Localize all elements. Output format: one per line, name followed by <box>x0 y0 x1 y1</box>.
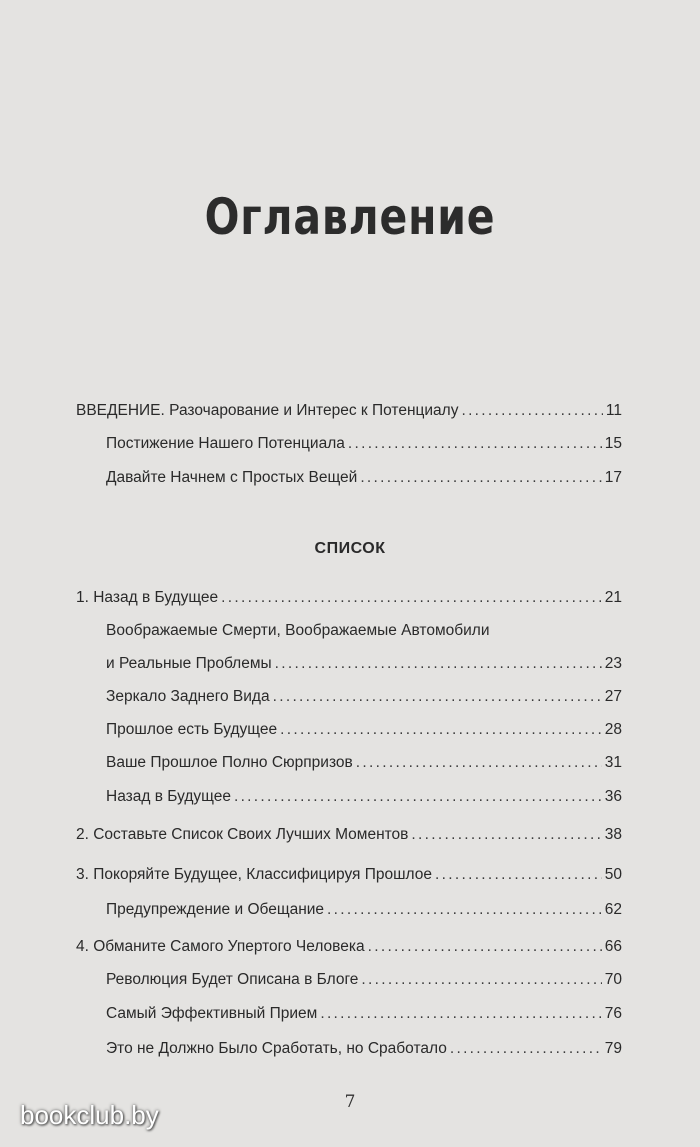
leader-dots <box>368 935 602 959</box>
toc-entry-page: 79 <box>604 1040 622 1057</box>
toc-entry-sub-line1[interactable] <box>106 619 622 643</box>
leader-dots <box>221 586 602 610</box>
toc-entry-chapter[interactable] <box>76 586 622 610</box>
toc-entry-sub[interactable] <box>106 898 622 922</box>
leader-dots <box>234 785 602 809</box>
leader-dots <box>435 863 602 887</box>
toc-entry-text: Зеркало Заднего Вида <box>106 688 270 705</box>
toc-entry-page: 70 <box>604 971 622 988</box>
leader-dots <box>280 718 602 742</box>
toc-entry-text: и Реальные Проблемы <box>106 655 272 672</box>
toc-entry-sub[interactable] <box>106 718 622 742</box>
leader-dots <box>273 685 602 709</box>
toc-entry-page: 23 <box>604 655 622 672</box>
toc-entry-intro-sub[interactable] <box>106 432 622 456</box>
toc-entry-page: 50 <box>604 866 622 883</box>
toc-entry-sub[interactable] <box>106 1002 622 1026</box>
toc-entry-sub[interactable] <box>106 751 622 775</box>
section-heading: СПИСОК <box>314 540 386 557</box>
leader-dots <box>461 399 602 423</box>
toc-entry-chapter[interactable] <box>76 935 622 959</box>
toc-entry-chapter[interactable] <box>76 863 622 887</box>
toc-entry-page: 76 <box>604 1005 622 1022</box>
leader-dots <box>356 751 602 775</box>
toc-entry-page: 31 <box>604 754 622 771</box>
toc-entry-text: ВВЕДЕНИЕ. Разочарование и Интерес к Потенциалу <box>76 402 459 419</box>
leader-dots <box>361 968 601 992</box>
toc-entry-page: 62 <box>604 901 622 918</box>
toc-entry-sub[interactable] <box>106 652 622 676</box>
leader-dots <box>411 823 601 847</box>
toc-entry-text: Предупреждение и Обещание <box>106 901 325 918</box>
toc-entry-intro-sub[interactable] <box>106 466 622 490</box>
toc-entry-sub[interactable] <box>106 685 622 709</box>
toc-entry-intro[interactable] <box>76 399 622 423</box>
page-number: 7 <box>344 1092 356 1112</box>
toc-entry-page: 28 <box>604 721 622 738</box>
toc-entry-page: 38 <box>604 826 622 843</box>
toc-entry-text: 1. Назад в Будущее <box>76 589 219 606</box>
leader-dots <box>327 898 602 922</box>
toc-entry-text: Самый Эффективный Прием <box>106 1005 318 1022</box>
toc-entry-text: Прошлое есть Будущее <box>106 721 278 738</box>
leader-dots <box>450 1037 602 1061</box>
toc-entry-sub[interactable] <box>106 968 622 992</box>
toc-entry-text: 4. Обманите Самого Упертого Человека <box>76 938 365 955</box>
toc-entry-text: Постижение Нашего Потенциала <box>106 435 345 452</box>
toc-entry-page: 15 <box>604 435 622 452</box>
toc-entry-page: 66 <box>604 938 622 955</box>
toc-entry-text: 3. Покоряйте Будущее, Классифицируя Прошлое <box>76 866 433 883</box>
toc-entry-text: Революция Будет Описана в Блоге <box>106 971 359 988</box>
toc-entry-text: Ваше Прошлое Полно Сюрпризов <box>106 754 353 771</box>
toc-entry-page: 21 <box>604 589 622 606</box>
toc-entry-page: 17 <box>604 469 622 486</box>
toc-entry-text: Воображаемые Смерти, Воображаемые Автомобили <box>106 622 490 639</box>
toc-entry-text: Назад в Будущее <box>106 788 231 805</box>
leader-dots <box>360 466 601 490</box>
leader-dots <box>275 652 602 676</box>
toc-entry-text: 2. Составьте Список Своих Лучших Моментов <box>76 826 409 843</box>
toc-entry-text: Это не Должно Было Сработать, но Сработало <box>106 1040 447 1057</box>
toc-entry-page: 36 <box>604 788 622 805</box>
toc-entry-page: 27 <box>604 688 622 705</box>
watermark: bookclub.by <box>20 1100 159 1130</box>
toc-entry-text: Давайте Начнем с Простых Вещей <box>106 469 358 486</box>
leader-dots <box>320 1002 601 1026</box>
toc-entry-chapter[interactable] <box>76 823 622 847</box>
toc-entry-sub[interactable] <box>106 1037 622 1061</box>
toc-entry-sub[interactable] <box>106 785 622 809</box>
page-title: Оглавление <box>204 188 496 246</box>
leader-dots <box>348 432 602 456</box>
toc-entry-page: 11 <box>605 402 622 419</box>
